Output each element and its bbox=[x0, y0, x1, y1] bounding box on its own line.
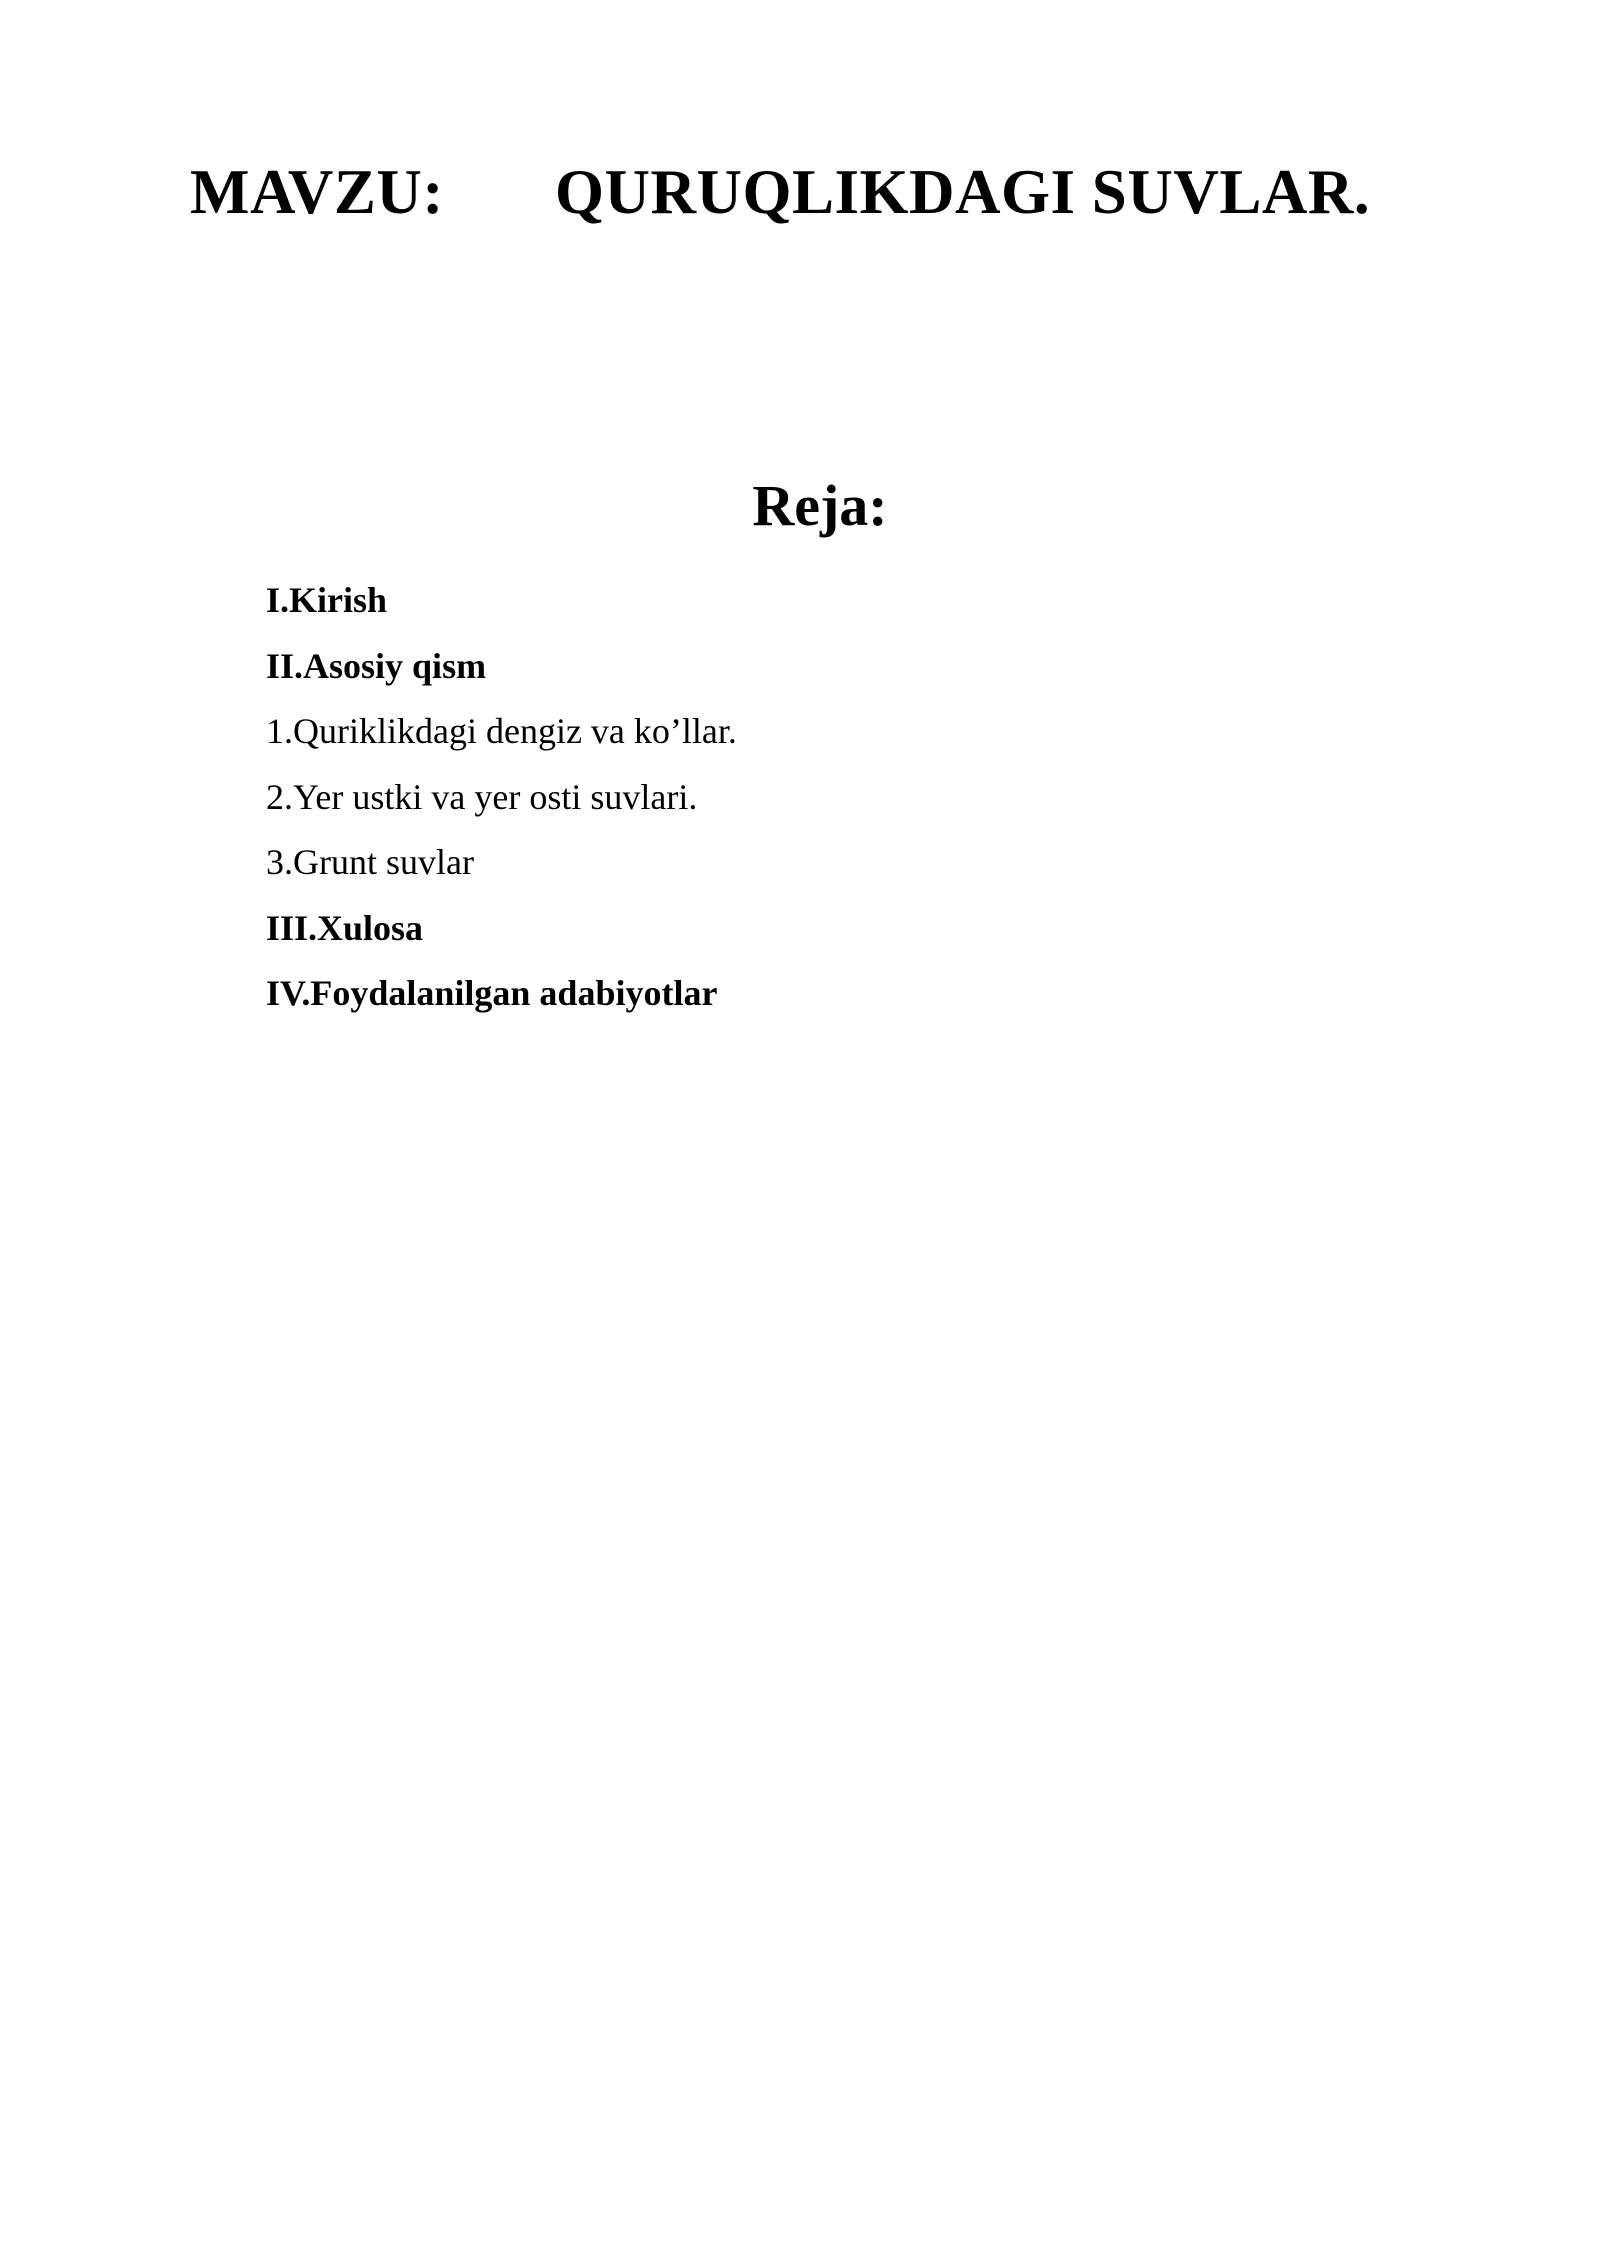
plan-item-kirish: I.Kirish bbox=[266, 580, 388, 620]
plan-heading: Reja: bbox=[752, 473, 888, 538]
title-label: MAVZU: bbox=[190, 157, 444, 227]
plan-item-asosiy-qism: II.Asosiy qism bbox=[266, 645, 487, 686]
plan-item-xulosa: III.Xulosa bbox=[266, 907, 424, 948]
plan-item-dengiz-kollar: 1.Quriklikdagi dengiz va ko’llar. bbox=[266, 711, 737, 751]
plan-item-adabiyotlar: IV.Foydalanilgan adabiyotlar bbox=[266, 973, 718, 1013]
document-title bbox=[190, 152, 1370, 232]
plan-list bbox=[266, 568, 737, 1027]
plan-item-grunt-suvlar: 3.Grunt suvlar bbox=[266, 842, 474, 882]
plan-item-yer-suvlari: 2.Yer ustki va yer osti suvlari. bbox=[266, 776, 698, 817]
title-text: QURUQLIKDAGI SUVLAR. bbox=[555, 157, 1371, 227]
